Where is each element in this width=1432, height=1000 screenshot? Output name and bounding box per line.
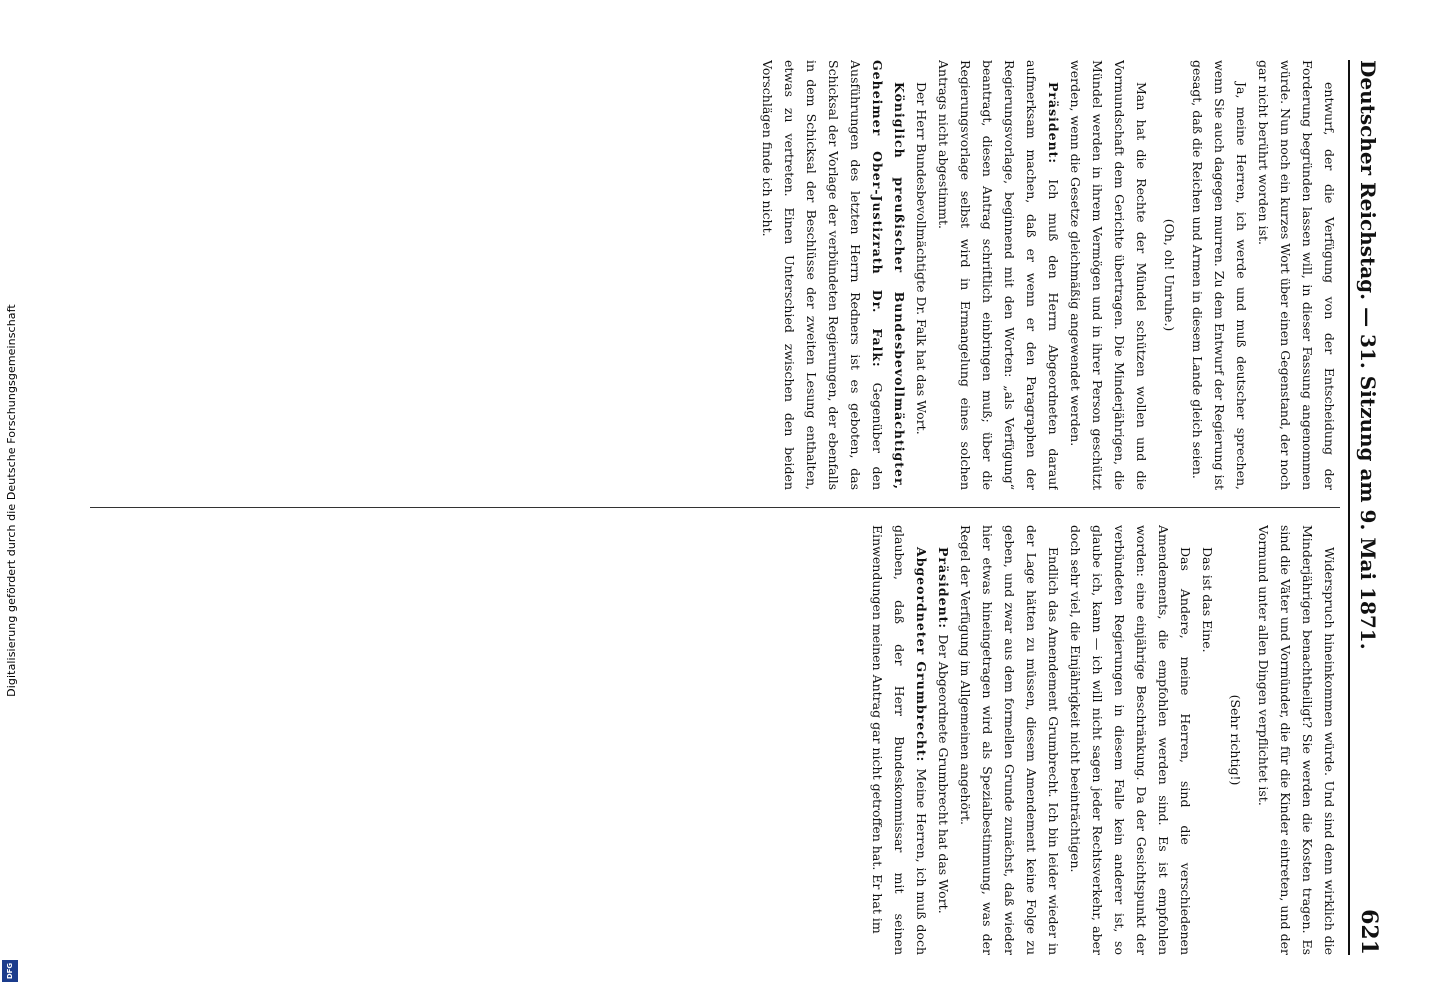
dfg-logo-text: DFG [6,962,14,980]
column-divider [90,507,1340,508]
speaker-name: Präsident: [1046,82,1061,180]
text-column-left [90,60,1340,490]
speech-paragraph [932,60,1064,490]
body-paragraph: Widerspruch hineinkommen würde. Und sind denn wirklich die Minderjährigen benachtheiligt? Sie werden die Kosten tragen. Es sind die Väter und Vormünder, die für die Kinder eintreten, und der Vormund unter allen Dingen verpflichtet ist. [1256,525,1337,955]
body-paragraph: Der Herr Bundesbevollmächtigte Dr. Falk hat das Wort. [914,82,929,435]
body-paragraph: Das Andere, meine Herren, sind die verschiedenen Amendements, die empfohlen werden sind. Es ist empfohlen worden: eine einjährige Beschränkung. Da der Gesichtspunkt der verbündeten Regierungen in diesem Falle kein anderer ist, so glaube ich, kann — ich will nicht sagen jeder Rechtsverkehr, aber doch sehr viel, die Einjährigkeit nicht beeinträchtigen. [1068,525,1193,955]
header-rule [1348,60,1350,955]
speech-paragraph [756,60,910,490]
footer-credit: Digitalisierung gefördert durch die Deutsche Forschungsgemeinschaft [4,303,18,697]
footer [0,0,22,1000]
speech-text: Gegenüber den Ausführungen des letzten Herrn Redners ist es geboten, das Schicksal der Vorlage der verbündeten Regierungen, der ebenfalls in dem Schicksal der Beschlüsse der zweiten Lesung enthalten, etwas zu vertreten. Einen Unterschied zwischen den beiden Vorschlägen finde ich nicht. [760,60,885,490]
page-content [60,20,1410,985]
speech-text: Der Abgeordnete Grumbrecht hat das Wort. [936,634,951,914]
speaker-name: Präsident: [936,547,951,635]
body-paragraph: Man hat die Rechte der Mündel schützen wollen und die Vormundschaft dem Gerichte übertragen. Die Minderjährigen, die Mündel werden in ihrem Vermögen und in ihrer Person geschützt werden, wenn die Gesetze gleichmäßig angewendet werden. [1068,60,1149,490]
body-paragraph: Endlich das Amendement Grumbrecht. Ich bin leider wieder in der Lage hätten zu müssen, diesem Amendement keine Folge zu geben, und zwar aus dem formellen Grunde zunächst, daß wieder hier etwas hineingetragen wird als Spezialbestimmung, was der Regel der Verfügung im Allgemeinen angehört. [958,525,1061,955]
dfg-logo [2,960,18,982]
interjection: (Sehr richtig!) [1228,694,1243,786]
body-paragraph: Das ist das Eine. [1200,547,1215,653]
speech-text: Meine Herren, ich muß doch glauben, daß der Herr Bundeskommissar mit seinen Einwendungen meinen Antrag gar nicht getroffen hat. Er hat im [870,525,929,955]
page-title: Deutscher Reichstag. — 31. Sitzung am 9. Mai 1871. [1356,60,1380,650]
body-paragraph: Ja, meine Herren, ich werde und muß deutscher sprechen, wenn Sie auch dagegen murren. Zu dem Entwurf der Regierung ist gesagt, daß die Reichen und Armen in diesem Lande gleich seien. [1190,60,1249,490]
page-header [1356,60,1396,955]
text-column-right [90,525,1340,955]
interjection: (Oh, oh! Unruhe.) [1162,218,1177,332]
speaker-name: Abgeordneter Grumbrecht: [914,547,929,769]
speaker-name: Königlich preußischer Bundesbevollmächtigter, Geheimer Ober-Justizrath Dr. Falk: [870,60,907,490]
speech-paragraph [866,525,932,955]
page-number: 621 [1356,909,1382,955]
body-paragraph: entwurf, der die Verfügung von der Entscheidung der Forderung begründen lassen will, in dieser Fassung angenommen würde. Nun noch ein kurzes Wort über einen Gegenstand, der noch gar nicht berührt worden ist. [1256,60,1337,490]
speech-paragraph [932,525,954,955]
speech-text: Ich muß den Herrn Abgeordneten darauf aufmerksam machen, daß er wenn er den Paragraphen der Regierungsvorlage, beginnend mit den Worten: „als Verfügung“ beantragt, diesen Antrag schriftlich einbringen muß; über die Regierungsvorlage selbst wird in Ermangelung eines solchen Antrags nicht abgestimmt. [936,60,1061,490]
document-page [60,20,1410,985]
